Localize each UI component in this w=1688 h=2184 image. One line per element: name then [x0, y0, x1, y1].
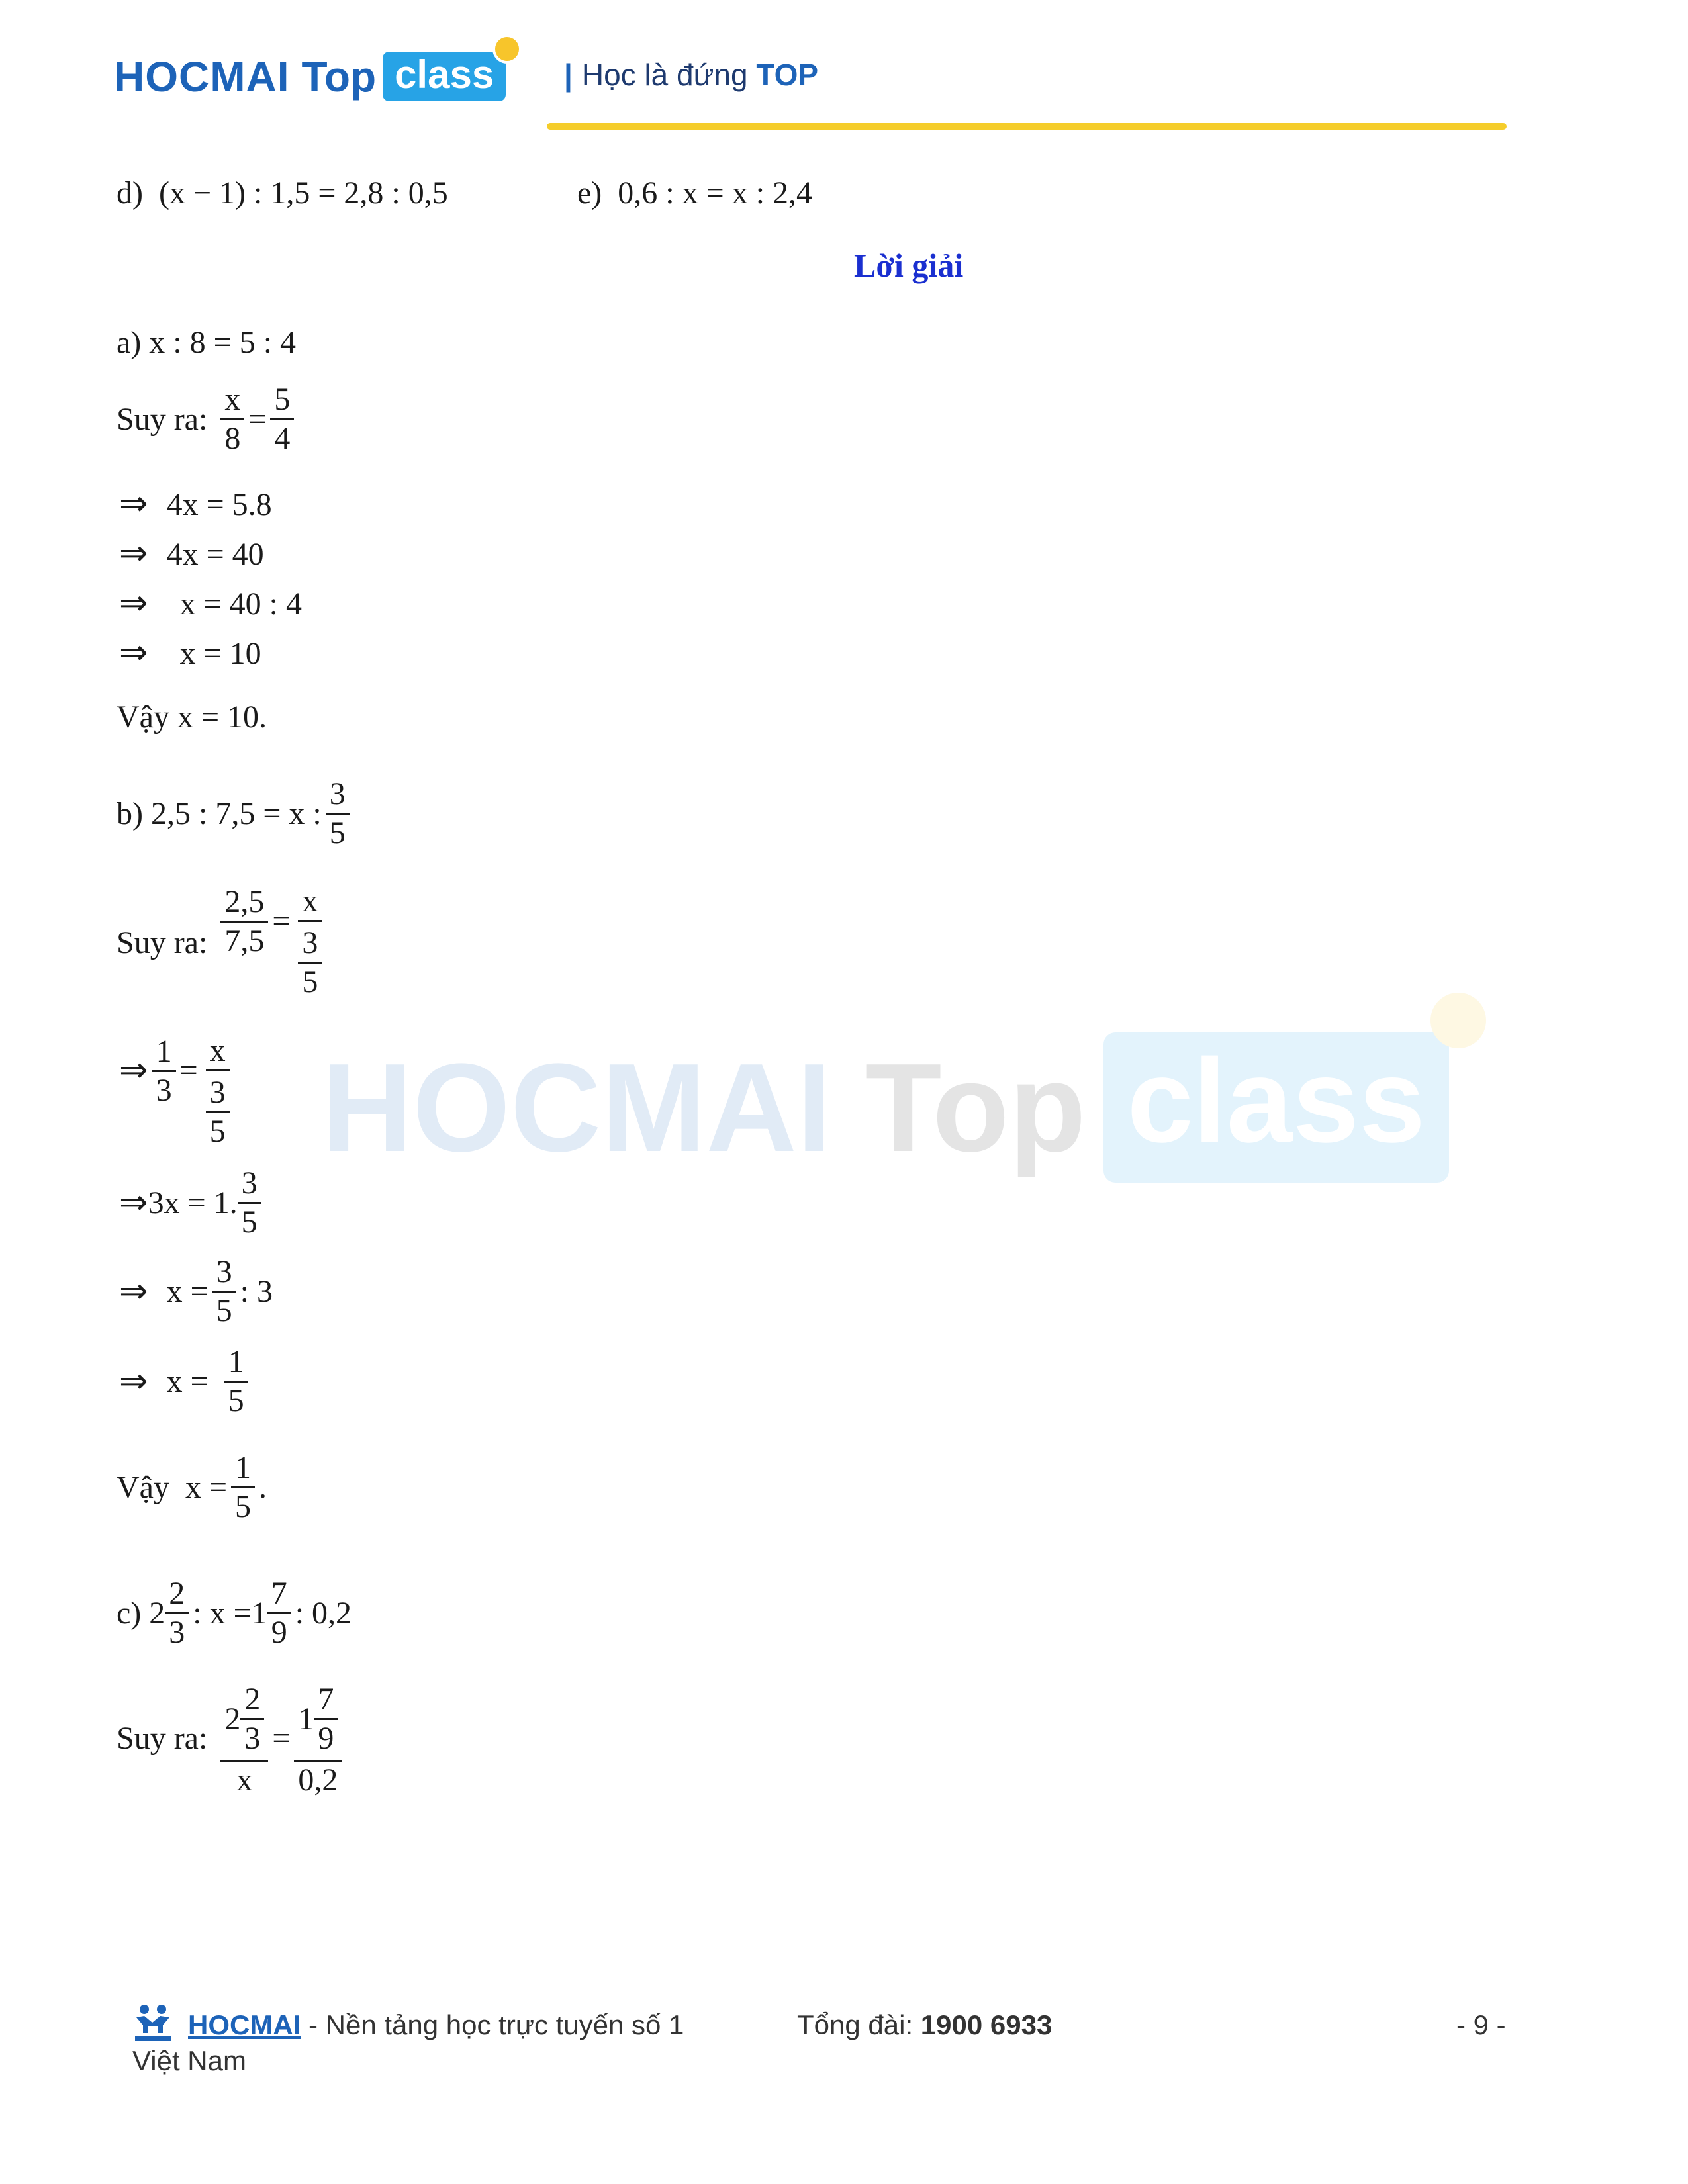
implies-arrow: ⇒ [119, 1362, 148, 1400]
part-b-step-4 [119, 1343, 252, 1420]
part-a-label: a) [117, 325, 142, 360]
fraction-mixed-over-02 [294, 1678, 342, 1799]
fraction-3-over-5 [202, 1071, 234, 1153]
denominator: 5 [241, 1205, 258, 1240]
denominator: 5 [329, 815, 346, 850]
fraction-1-over-5 [224, 1343, 248, 1420]
part-b-step-1 [119, 1032, 238, 1153]
part-c-label: c) [117, 1595, 142, 1631]
suy-ra-label: Suy ra: [117, 925, 208, 960]
numerator: 5 [270, 381, 294, 420]
denominator: 7,5 [224, 923, 265, 958]
step-text: : 3 [240, 1273, 273, 1309]
numerator: 3 [238, 1165, 261, 1204]
watermark-class-badge [1103, 1032, 1449, 1183]
step-text: x = 40 : 4 [179, 586, 302, 621]
hocmai-topclass-logo [114, 52, 506, 101]
equals-sign: = [272, 903, 291, 938]
denominator: 3 [156, 1072, 172, 1108]
denominator: 0,2 [298, 1762, 338, 1797]
page-number: - 9 - [1456, 2009, 1506, 2040]
part-b-step-2 [119, 1165, 265, 1241]
footer-brand-link[interactable]: HOCMAI [188, 2009, 301, 2040]
whole-number: 2 [149, 1595, 165, 1631]
denominator: 5 [235, 1489, 252, 1524]
denominator: 9 [318, 1721, 334, 1756]
fraction-3-over-5 [238, 1165, 261, 1241]
watermark-logo [322, 1032, 1449, 1183]
implies-arrow: ⇒ [119, 1183, 148, 1222]
tagline-top: TOP [756, 58, 819, 92]
logo-class-badge [383, 52, 506, 101]
numerator: 3 [298, 925, 322, 964]
part-b-conclusion [117, 1449, 267, 1525]
watermark-class: class [1127, 1034, 1426, 1167]
footer-brand-line [188, 2009, 684, 2041]
header-rule [547, 123, 1507, 130]
implies-arrow: ⇒ [119, 584, 148, 622]
problem-d-expr: (x − 1) : 1,5 = 2,8 : 0,5 [158, 175, 448, 210]
fraction-2-over-3 [240, 1681, 264, 1757]
tagline-divider: | [564, 58, 573, 92]
denominator: 5 [216, 1293, 232, 1328]
step-text: : 0,2 [295, 1595, 352, 1631]
sun-icon [1430, 993, 1486, 1048]
watermark-hocmai: HOCMAI [322, 1037, 832, 1178]
hotline-label: Tổng đài: [797, 2009, 921, 2040]
step-text: x = [185, 1469, 228, 1505]
numerator: 3 [326, 776, 350, 815]
denominator: x [236, 1762, 253, 1797]
step-text: 4x = 40 [166, 537, 264, 572]
problem-e-label: e) [577, 175, 602, 210]
footer-hotline [797, 2009, 1052, 2041]
part-b-label: b) [117, 796, 143, 831]
part-b-expr: 2,5 : 7,5 = x : [150, 796, 322, 831]
part-a-statement [117, 327, 296, 359]
period: . [259, 1469, 267, 1505]
implies-arrow: ⇒ [119, 535, 148, 572]
hotline-number: 1900 6933 [920, 2009, 1053, 2040]
numerator: 3 [212, 1253, 236, 1293]
tagline-text: Học là đứng [581, 58, 748, 92]
denominator: 8 [224, 421, 241, 456]
part-a-step-3 [119, 586, 302, 621]
fraction-7-over-9 [267, 1575, 291, 1651]
problem-e-expr: 0,6 : x = x : 2,4 [618, 175, 813, 210]
logo-hocmai-text: HOCMAI [114, 52, 290, 101]
step-text: x = [166, 1273, 209, 1309]
part-a-step-1 [119, 487, 272, 522]
logo-class-text: class [395, 52, 494, 97]
step-text: x = 10 [179, 636, 261, 671]
equals-sign: = [272, 1721, 291, 1756]
part-c-statement [117, 1575, 352, 1651]
watermark-top: Top [865, 1037, 1086, 1178]
fraction-x-over-3-5 [294, 883, 326, 1003]
numerator: x [220, 381, 244, 420]
hocmai-footer-icon [132, 2003, 173, 2042]
fraction-7-over-9 [314, 1681, 338, 1757]
suy-ra-label: Suy ra: [117, 1721, 208, 1756]
numerator: x [206, 1032, 230, 1071]
equals-sign: = [248, 401, 267, 437]
implies-arrow: ⇒ [119, 1052, 148, 1089]
logo-top-text: Top [301, 52, 377, 101]
fraction-x-over-3-5 [202, 1032, 234, 1153]
part-c-suy-ra [117, 1678, 346, 1799]
fraction-3-over-5 [294, 922, 326, 1003]
denominator: 5 [302, 964, 318, 999]
fraction-2-over-3 [165, 1575, 189, 1651]
conclusion-label: Vậy [117, 1469, 169, 1505]
numerator: 1 [224, 1343, 248, 1383]
numerator [220, 1678, 268, 1762]
fraction-3-over-5 [212, 1253, 236, 1330]
footer-tagline-2: Việt Nam [132, 2045, 246, 2076]
part-b-step-3 [119, 1253, 273, 1330]
part-a-step-4 [119, 636, 261, 670]
numerator: 3 [206, 1074, 230, 1113]
numerator: 1 [231, 1449, 255, 1488]
step-text: 4x = 5.8 [166, 487, 272, 522]
numerator: 2 [240, 1681, 264, 1720]
fraction-25-over-75 [220, 884, 268, 960]
numerator: 1 [152, 1033, 176, 1072]
footer-tagline: - Nền tảng học trực tuyến số 1 [301, 2009, 684, 2040]
part-a-conclusion: Vậy x = 10. [117, 700, 267, 735]
whole-number: 1 [251, 1595, 267, 1631]
implies-arrow: ⇒ [119, 634, 148, 672]
fraction-5-over-4 [270, 381, 294, 457]
part-a-step-2 [119, 537, 264, 571]
solution-title: Lời giải [854, 247, 964, 284]
step-text: 3x = 1. [148, 1185, 238, 1220]
numerator: 7 [267, 1575, 291, 1614]
problem-e [577, 177, 812, 209]
denominator: 3 [244, 1721, 261, 1756]
step-text: : x = [193, 1595, 252, 1631]
numerator: 2,5 [220, 884, 268, 923]
denominator: 9 [271, 1615, 287, 1650]
whole-number: 2 [224, 1701, 241, 1737]
part-b-suy-ra [117, 883, 330, 1003]
step-text: x = [166, 1363, 209, 1399]
numerator: 7 [314, 1681, 338, 1720]
implies-arrow: ⇒ [119, 485, 148, 523]
fraction-x-over-8 [220, 381, 244, 457]
part-a-expr: x : 8 = 5 : 4 [149, 325, 297, 360]
implies-arrow: ⇒ [119, 1272, 148, 1310]
fraction-mixed-over-x [220, 1678, 268, 1799]
sun-icon [492, 34, 522, 64]
fraction-1-over-3 [152, 1033, 176, 1109]
denominator: 3 [169, 1615, 185, 1650]
equals-sign: = [179, 1053, 198, 1088]
fraction-3-over-5 [326, 776, 350, 852]
whole-number: 1 [298, 1701, 314, 1737]
denominator: 4 [274, 421, 291, 456]
numerator [294, 1678, 342, 1762]
fraction-1-over-5 [231, 1449, 255, 1525]
problem-d-label: d) [117, 175, 143, 210]
denominator: 5 [209, 1114, 226, 1149]
problem-d [117, 177, 448, 209]
denominator: 5 [228, 1383, 244, 1418]
numerator: 2 [165, 1575, 189, 1614]
suy-ra-label: Suy ra: [117, 401, 208, 437]
part-a-suy-ra [117, 381, 298, 457]
numerator: x [298, 883, 322, 922]
part-b-statement [117, 776, 353, 852]
header-tagline [564, 57, 818, 93]
